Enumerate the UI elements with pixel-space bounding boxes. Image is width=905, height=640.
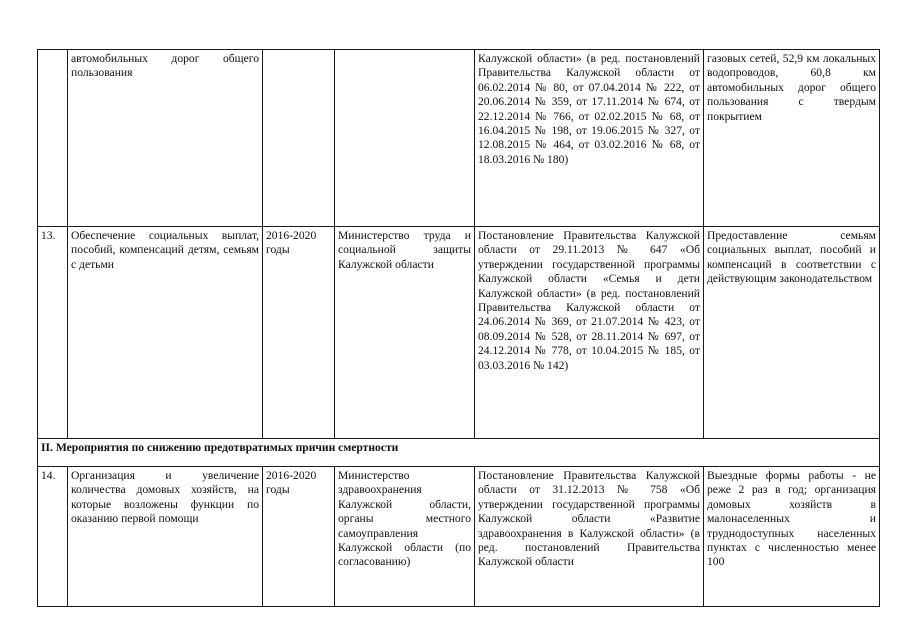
- table-row: [38, 227, 880, 439]
- program-table: [37, 49, 880, 607]
- measure-name-cell: Обеспечение социальных выплат, пособий, компенсаций детям, семьям с детьми: [68, 227, 263, 439]
- period-cell: 2016-2020 годы: [263, 227, 335, 439]
- period-cell: 2016-2020 годы: [263, 467, 335, 607]
- executor-cell: Министерство труда и социальной защиты Калужской области: [335, 227, 475, 439]
- row-number-cell: [38, 50, 68, 227]
- period-cell: [263, 50, 335, 227]
- expected-result-cell: Предоставление семьям социальных выплат, пособий и компенсаций в соответствии с действующим законодательством: [704, 227, 880, 439]
- legal-basis-cell: Постановление Правительства Калужской области от 29.11.2013 № 647 «Об утверждении государственной программы Калужской области «Семья и дети Калужской области» (в ред. постановлений Правительства Калужской области от 24.06.2014 № 369, от 21.07.2014 № 423, от 08.09.2014 № 528, от 28.11.2014 № 697, от 24.12.2014 № 778, от 10.04.2015 № 185, от 03.03.2016 № 142): [475, 227, 704, 439]
- section-title: II. Мероприятия по снижению предотвратимых причин смертности: [38, 439, 880, 467]
- section-header-row: [38, 439, 880, 467]
- row-number-cell: 13.: [38, 227, 68, 439]
- table-row: [38, 50, 880, 227]
- row-number-cell: 14.: [38, 467, 68, 607]
- legal-basis-cell: Постановление Правительства Калужской области от 31.12.2013 № 758 «Об утверждении государственной программы Калужской области «Развитие здравоохранения в Калужской области» (в ред. постановлений Правительства Калужской области: [475, 467, 704, 607]
- expected-result-cell: газовых сетей, 52,9 км локальных водопроводов, 60,8 км автомобильных дорог общего пользования с твердым покрытием: [704, 50, 880, 227]
- executor-cell: [335, 50, 475, 227]
- expected-result-cell: Выездные формы работы - не реже 2 раз в год; организация домовых хозяйств в малонаселенных и труднодоступных населенных пунктах с численностью менее 100: [704, 467, 880, 607]
- table-row: [38, 467, 880, 607]
- executor-cell: Министерство здравоохранения Калужской области, органы местного самоуправления Калужской области (по согласованию): [335, 467, 475, 607]
- legal-basis-cell: Калужской области» (в ред. постановлений Правительства Калужской области от 06.02.2014 № 80, от 07.04.2014 № 222, от 20.06.2014 № 359, от 17.11.2014 № 674, от 22.12.2014 № 766, от 02.02.2015 № 68, от 16.04.2015 № 198, от 19.06.2015 № 327, от 12.08.2015 № 464, от 03.02.2016 № 68, от 18.03.2016 № 180): [475, 50, 704, 227]
- measure-name-cell: автомобильных дорог общего пользования: [68, 50, 263, 227]
- measure-name-cell: Организация и увеличение количества домовых хозяйств, на которые возложены функции по оказанию первой помощи: [68, 467, 263, 607]
